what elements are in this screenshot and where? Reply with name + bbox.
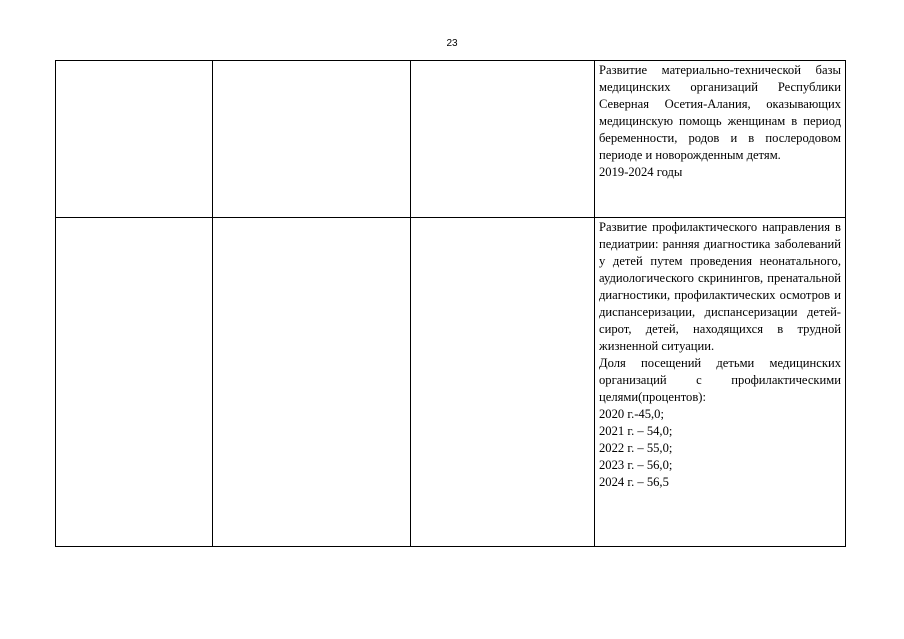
measure-description: Развитие профилактического направления в педиатрии: ранняя диагностика заболеваний у детей путем проведения неонатального, аудиологического скринингов, пренатальной диагностики, профилактических осмотров и диспансеризации, диспансеризации детей-сирот, детей, находящихся в трудной жизненной ситуации.: [599, 220, 841, 353]
table-row: [56, 61, 846, 218]
table-cell: [411, 218, 595, 547]
table-cell: [411, 61, 595, 218]
table-cell: [56, 218, 213, 547]
indicator-value: 2021 г. – 54,0;: [599, 424, 673, 438]
measure-description: Развитие материально-технической базы медицинских организаций Республики Северная Осетия-Алания, оказывающих медицинскую помощь женщинам в период беременности, родов и в послеродовом периоде и новорожденным детям.: [599, 63, 841, 162]
indicator-value: 2023 г. – 56,0;: [599, 458, 673, 472]
table-cell: [213, 218, 411, 547]
measure-period: 2019-2024 годы: [599, 165, 683, 179]
table-cell: [213, 61, 411, 218]
indicator-label: Доля посещений детьми медицинских организаций с профилактическими целями(процентов):: [599, 356, 841, 404]
measure-cell: [595, 61, 846, 218]
table-row: [56, 218, 846, 547]
table-cell: [56, 61, 213, 218]
indicator-value: 2020 г.-45,0;: [599, 407, 664, 421]
indicator-value: 2022 г. – 55,0;: [599, 441, 673, 455]
page-number: 23: [446, 38, 458, 49]
document-table: [55, 60, 846, 547]
indicator-value: 2024 г. – 56,5: [599, 475, 669, 489]
measure-cell: [595, 218, 846, 547]
